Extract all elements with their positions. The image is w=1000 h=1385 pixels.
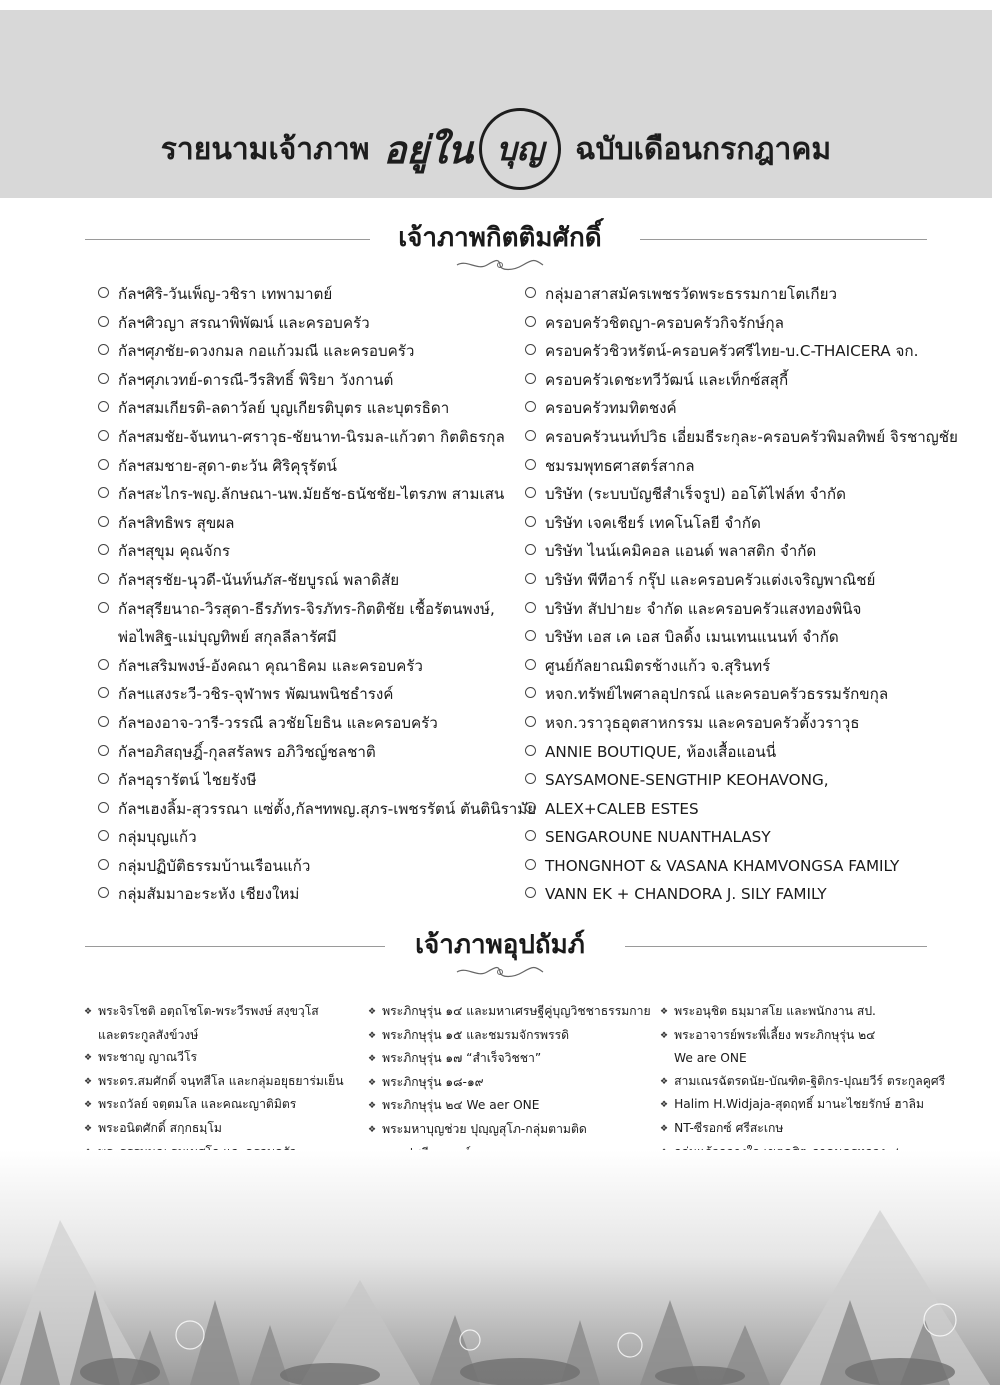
list-item [525, 480, 958, 509]
section-heading-patron [0, 922, 1000, 972]
circle-bullet-icon [525, 802, 536, 813]
list-item [525, 366, 958, 395]
list-item-text: กัลฯอุรารัตน์ ไชยรังษี [118, 771, 257, 790]
list-item-text: กัลฯองอาจ-วารี-วรรณี ลวชัยโยธิน และครอบครัว [118, 713, 438, 732]
diamond-bullet-icon: ❖ [368, 1054, 377, 1065]
circle-bullet-icon [525, 687, 536, 698]
circle-bullet-icon [98, 859, 109, 870]
list-item [660, 1093, 945, 1117]
list-item-text: กลุ่มอาสาสมัครเพชรวัดพระธรรมกายโตเกียว [545, 285, 837, 303]
list-item-continuation [98, 623, 536, 652]
list-item-text: พระมหาบุญช่วย ปุญฺญสุโภ-กลุ่มตามติด [382, 1121, 587, 1136]
list-item [525, 566, 958, 595]
list-item [98, 738, 536, 767]
circle-bullet-icon [525, 573, 536, 584]
list-item-text: กัลฯเฮงลิ้ม-สุวรรณา แซ่ตั้ง,กัลฯทพญ.สุภร-เพชรรัตน์ ตันตินิรามัย [118, 799, 537, 818]
list-item-text: กัลฯสุรชัย-นุวดี-นันท์นภัส-ชัยบูรณ์ พลาดิสัย [118, 570, 400, 589]
list-item-text: กัลฯศุภชัย-ดวงกมล กอแก้วมณี และครอบครัว [118, 342, 415, 361]
list-item-text: ชมรมพุทธศาสตร์สากล [545, 456, 695, 475]
list-item [98, 337, 536, 366]
list-item-text: กลุ่มบุญแก้ว [118, 828, 197, 847]
list-item-text: กัลฯสมชาย-สุดา-ตะวัน ศิริคุรุรัตน์ [118, 456, 337, 475]
list-item [525, 623, 958, 652]
diamond-bullet-icon: ❖ [368, 1124, 377, 1135]
list-item-text: กัลฯศิวญา สรณาพิพัฒน์ และครอบครัว [118, 313, 370, 332]
list-item [368, 1024, 661, 1048]
list-item-continuation-text: และตระกูลสังข์วงษ์ [98, 1027, 199, 1042]
diamond-bullet-icon: ❖ [368, 1007, 377, 1017]
list-item [525, 280, 958, 309]
list-item-text: สามเณรฉัตรดนัย-บัณฑิต-ฐิติกร-ปุณยวีร์ ตระกูลคูศรี [674, 1073, 946, 1088]
list-item [98, 766, 536, 795]
list-item-text: VANN EK + CHANDORA J. SILY FAMILY [545, 885, 827, 904]
list-item [98, 680, 536, 709]
list-item-text: ครอบครัวชิวหรัตน์-ครอบครัวศรีไทย-บ.C-THAICERA จก. [545, 342, 919, 361]
list-item-text: NT-ซีรอกซ์ ศรีสะเกษ [674, 1120, 784, 1135]
list-item-text: พระภิกษุรุ่น ๑๕ และชมรมจักรพรรดิ [382, 1027, 570, 1042]
circle-bullet-icon [98, 716, 109, 727]
list-item [98, 394, 536, 423]
list-item [368, 1118, 661, 1142]
list-item-text: ANNIE BOUTIQUE, ห้องเสื้อแอนนี่ [545, 742, 777, 761]
list-item [84, 1000, 344, 1024]
list-item-text: พระชาญ ญาณวีโร [98, 1050, 198, 1065]
diamond-bullet-icon: ❖ [660, 1007, 669, 1017]
title-left: รายนามเจ้าภาพ [160, 131, 370, 167]
list-item-text: พระภิกษุรุ่น ๑๘-๑๙ [382, 1074, 484, 1089]
list-item [98, 537, 536, 566]
list-item-text: พระภิกษุรุ่น ๑๔ และมหาเศรษฐีคู่บุญวิชชาธรรมกาย [382, 1004, 651, 1018]
circle-bullet-icon [98, 773, 109, 784]
circle-bullet-icon [525, 716, 536, 727]
list-item [525, 766, 958, 795]
diamond-bullet-icon: ❖ [368, 1030, 377, 1041]
list-item [368, 1071, 661, 1095]
circle-bullet-icon [525, 344, 536, 355]
list-item [660, 1024, 945, 1048]
list-item-text: บริษัท (ระบบบัญชีสำเร็จรูป) ออโต้ไฟล์ท จำกัด [545, 485, 846, 504]
section-title: เจ้าภาพอุปถัมภ์ [415, 930, 585, 960]
diamond-bullet-icon: ❖ [368, 1077, 377, 1088]
circle-bullet-icon [525, 659, 536, 670]
honorary-list-left [98, 280, 536, 909]
diamond-bullet-icon: ❖ [368, 1101, 377, 1112]
list-item [660, 1000, 945, 1024]
list-item [98, 423, 536, 452]
list-item-text: กัลฯสมเกียรติ-ลดาวัลย์ บุญเกียรติบุตร และบุตรธิดา [118, 399, 450, 418]
circle-bullet-icon [98, 430, 109, 441]
circle-bullet-icon [98, 659, 109, 670]
list-item-text: หจก.วราวุธอุตสาหกรรม และครอบครัวตั้งวราวุธ [545, 713, 860, 732]
diamond-bullet-icon: ❖ [84, 1076, 93, 1087]
list-item-text: บริษัท ไนน์เคมิคอล แอนด์ พลาสติก จำกัด [545, 542, 817, 561]
list-item [98, 823, 536, 852]
circle-bullet-icon [525, 316, 536, 327]
list-item [525, 423, 958, 452]
list-item [84, 1117, 344, 1141]
list-item-text: ศูนย์กัลยาณมิตรช้างแก้ว จ.สุรินทร์ [545, 656, 771, 675]
list-item-text: กัลฯอภิสฤษฎิ์-กุลสรัลพร อภิวิชญ์ชลชาติ [118, 742, 376, 761]
list-item [660, 1070, 945, 1094]
list-item-text: กัลฯศิริ-วันเพ็ญ-วชิรา เทพามาตย์ [118, 285, 333, 303]
list-item-text: หจก.ทรัพย์ไพศาลอุปกรณ์ และครอบครัวธรรมรักขกุล [545, 685, 889, 704]
circle-bullet-icon [525, 602, 536, 613]
list-item-text: กลุ่มปฏิบัติธรรมบ้านเรือนแก้ว [118, 856, 311, 875]
list-item-text: ALEX+CALEB ESTES [545, 799, 699, 818]
circle-bullet-icon [98, 544, 109, 555]
circle-bullet-icon [98, 830, 109, 841]
diamond-bullet-icon: ❖ [84, 1007, 93, 1017]
diamond-bullet-icon: ❖ [660, 1100, 669, 1111]
list-item [98, 280, 536, 309]
diamond-bullet-icon: ❖ [660, 1030, 669, 1041]
flourish-ornament-icon [455, 964, 545, 980]
list-item-text: กัลฯสุรียนาถ-วิรสุดา-ธีรภัทร-จิรภัทร-กิตติชัย เชื้อรัตนพงษ์, [118, 599, 495, 618]
list-item-text: THONGNHOT & VASANA KHAMVONGSA FAMILY [545, 856, 900, 875]
list-item [525, 880, 958, 909]
list-item [660, 1117, 945, 1141]
crystal-gems-illustration [0, 1150, 1000, 1385]
list-item-continuation [84, 1024, 344, 1047]
circle-bullet-icon [525, 887, 536, 898]
list-item [98, 452, 536, 481]
list-item-text: กัลฯสมชัย-จันทนา-ศราวุธ-ชัยนาท-นิรมล-แก้วตา กิตติธรกุล [118, 427, 505, 446]
circle-bullet-icon [525, 430, 536, 441]
diamond-bullet-icon: ❖ [84, 1053, 93, 1064]
diamond-bullet-icon: ❖ [660, 1076, 669, 1087]
list-item-text: พระดร.สมศักดิ์ จนฺทสีโล และกลุ่มอยุธยาร่มเย็น [98, 1073, 344, 1088]
list-item [525, 852, 958, 881]
logo [384, 108, 562, 190]
list-item-text: บริษัท พีทีอาร์ กรุ๊ป และครอบครัวแต่งเจริญพาณิชย์ [545, 570, 876, 589]
list-item [525, 823, 958, 852]
list-item [525, 680, 958, 709]
diamond-bullet-icon: ❖ [660, 1123, 669, 1134]
circle-bullet-icon [525, 544, 536, 555]
list-item-text: กัลฯสุขุม คุณจักร [118, 542, 231, 561]
list-item-text: ครอบครัวชิตญา-ครอบครัวกิจรักษ์กุล [545, 313, 784, 332]
circle-bullet-icon [525, 373, 536, 384]
circle-bullet-icon [98, 687, 109, 698]
list-item-text: บริษัท เจคเชียร์ เทคโนโลยี จำกัด [545, 513, 761, 532]
page-title [0, 108, 992, 190]
circle-bullet-icon [98, 887, 109, 898]
list-item [368, 1094, 661, 1118]
circle-bullet-icon [98, 287, 109, 298]
list-item-text: ครอบครัวเดชะทวีวัฒน์ และเท็กซ์สสุกี้ [545, 370, 789, 389]
list-item [525, 452, 958, 481]
list-item [98, 795, 536, 824]
list-item [525, 595, 958, 624]
list-item-continuation-text: We are ONE [674, 1051, 747, 1066]
circle-bullet-icon [525, 487, 536, 498]
list-item-text: ครอบครัวนนท์ปวิธ เอี่ยมธีระกุละ-ครอบครัวพิมลทิพย์ จิรชาญชัย [545, 427, 958, 446]
list-item [98, 509, 536, 538]
circle-bullet-icon [525, 459, 536, 470]
list-item-text: พระอนิตศักดิ์ สกฺกธมฺโม [98, 1120, 222, 1135]
list-item-text: กัลฯแสงระวี-วชิร-จุฬาพร พัฒนพนิชธำรงค์ [118, 685, 394, 704]
list-item-text: บริษัท เอส เค เอส บิลดิ้ง เมนเทนแนนท์ จำกัด [545, 628, 839, 647]
circle-bullet-icon [98, 602, 109, 613]
circle-bullet-icon [98, 516, 109, 527]
list-item [525, 795, 958, 824]
list-item-text: SENGAROUNE NUANTHALASY [545, 828, 771, 847]
logo-circle-text: บุญ [496, 129, 544, 168]
title-right: ฉบับเดือนกรกฎาคม [575, 131, 832, 167]
circle-bullet-icon [525, 287, 536, 298]
circle-bullet-icon [98, 459, 109, 470]
list-item [525, 337, 958, 366]
list-item-text: พระอนุชิต ธมฺมาสโย และพนักงาน สป. [674, 1004, 876, 1018]
list-item [368, 1000, 661, 1024]
circle-bullet-icon [525, 830, 536, 841]
list-item-text: Halim H.Widjaja-สุดฤทธิ์ มานะไชยรักษ์ ฮาลิม [674, 1097, 925, 1112]
list-item-text: ครอบครัวทมทิตชงค์ [545, 399, 677, 418]
list-item-text: กัลฯศุภเวทย์-ดารณี-วีรสิทธิ์ พิริยา วังกานต์ [118, 370, 394, 389]
list-item [368, 1047, 661, 1071]
list-item-text: กลุ่มสัมมาอะระหัง เชียงใหม่ [118, 885, 300, 904]
circle-bullet-icon [98, 487, 109, 498]
section-title: เจ้าภาพกิตติมศักดิ์ [398, 223, 602, 253]
list-item [98, 652, 536, 681]
list-item-text: พระภิกษุรุ่น ๒๔ We aer ONE [382, 1098, 540, 1113]
list-item [98, 309, 536, 338]
circle-bullet-icon [525, 745, 536, 756]
header-banner [0, 10, 992, 198]
flourish-ornament-icon [455, 257, 545, 273]
list-item [525, 652, 958, 681]
list-item [98, 366, 536, 395]
list-item [98, 852, 536, 881]
list-item-text: พระอาจารย์พระพี่เลี้ยง พระภิกษุรุ่น ๒๔ [674, 1027, 876, 1042]
list-item-continuation [660, 1047, 945, 1070]
list-item-text: พระจิรโชติ อตฺถโชโต-พระวีรพงษ์ สงฺขวฺโส [98, 1004, 319, 1018]
list-item-text: พระภิกษุรุ่น ๑๗ “สำเร็จวิชชา” [382, 1051, 542, 1066]
circle-bullet-icon [525, 401, 536, 412]
list-item [525, 709, 958, 738]
list-item-text: พระถวัลย์ จตฺตมโล และคณะญาติมิตร [98, 1097, 297, 1112]
circle-bullet-icon [98, 802, 109, 813]
list-item [98, 480, 536, 509]
list-item [98, 709, 536, 738]
list-item-text: กัลฯสะไกร-พญ.ลักษณา-นพ.มัยธัช-ธนัชชัย-ไตรภพ สามเสน [118, 485, 505, 504]
section-heading-honorary [0, 215, 1000, 265]
diamond-bullet-icon: ❖ [84, 1123, 93, 1134]
list-item [84, 1093, 344, 1117]
list-item [525, 537, 958, 566]
circle-bullet-icon [525, 859, 536, 870]
list-item [525, 738, 958, 767]
circle-bullet-icon [98, 316, 109, 327]
list-item [84, 1070, 344, 1094]
list-item-text: บริษัท สัปปายะ จำกัด และครอบครัวแสงทองพินิจ [545, 599, 862, 618]
circle-bullet-icon [98, 573, 109, 584]
list-item [98, 566, 536, 595]
list-item [98, 595, 536, 624]
logo-circle [479, 108, 561, 190]
list-item [98, 880, 536, 909]
circle-bullet-icon [525, 516, 536, 527]
list-item-text: SAYSAMONE-SENGTHIP KEOHAVONG, [545, 771, 829, 790]
circle-bullet-icon [98, 745, 109, 756]
circle-bullet-icon [98, 401, 109, 412]
circle-bullet-icon [98, 373, 109, 384]
circle-bullet-icon [98, 344, 109, 355]
logo-word: อยู่ใน [383, 126, 474, 172]
list-item [84, 1046, 344, 1070]
list-item-continuation-text: พ่อไพสิฐ-แม่บุญทิพย์ สกุลลีลารัศมี [118, 628, 337, 647]
list-item [525, 309, 958, 338]
list-item-text: กัลฯเสริมพงษ์-อังคณา คุณาธิคม และครอบครัว [118, 656, 423, 675]
circle-bullet-icon [525, 630, 536, 641]
circle-bullet-icon [525, 773, 536, 784]
list-item [525, 394, 958, 423]
honorary-list-right [525, 280, 958, 909]
list-item [525, 509, 958, 538]
list-item-text: กัลฯสิทธิพร สุขผล [118, 513, 235, 532]
diamond-bullet-icon: ❖ [84, 1100, 93, 1111]
